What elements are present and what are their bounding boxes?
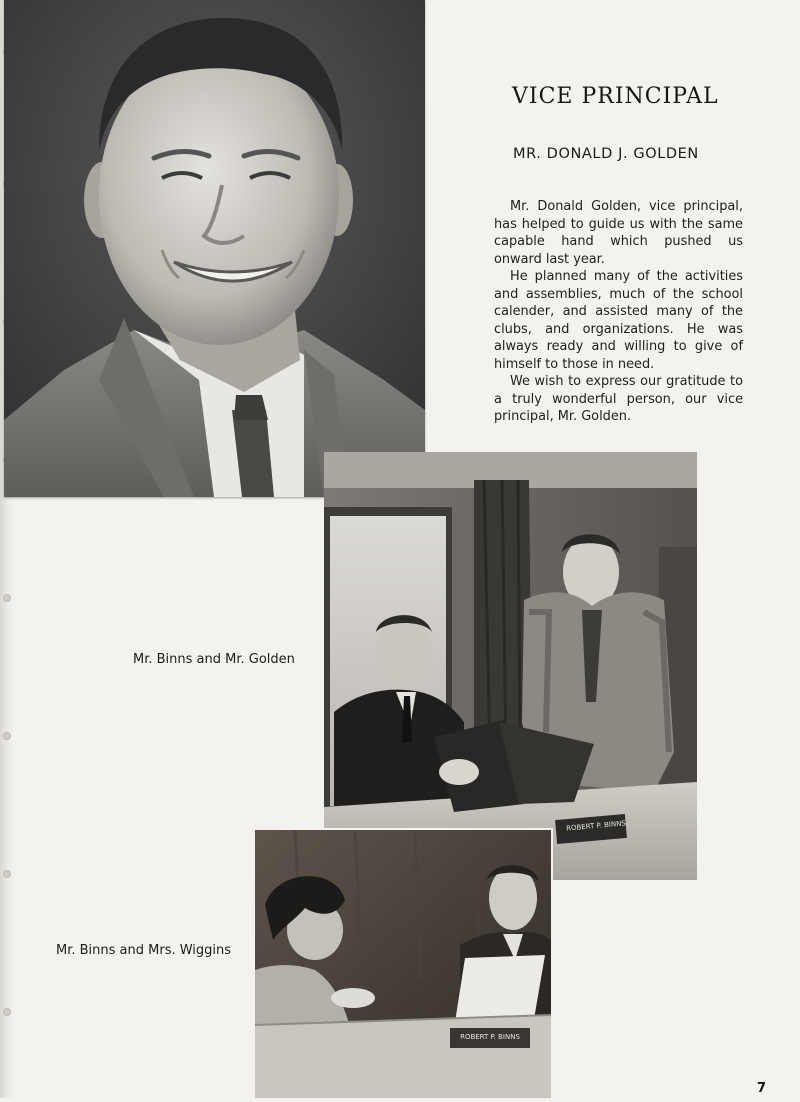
- meeting-photo: [255, 830, 551, 1098]
- body-text: [494, 198, 743, 426]
- paragraph: Mr. Donald Golden, vice principal, has helped to guide us with the same capable hand which pushed us onward last year.: [494, 199, 743, 267]
- binding-hole: [3, 1008, 11, 1016]
- desk-nameplate: ROBERT P. BINNS: [565, 819, 627, 833]
- office-illustration: [324, 452, 697, 880]
- paragraph: He planned many of the activities and assemblies, much of the school calender, and assisted many of the clubs, and organizations. He was always ready and willing to give of himself to those in need.: [494, 269, 743, 372]
- binding-hole: [3, 732, 11, 740]
- portrait-photo: [4, 0, 425, 497]
- caption-bottom-photo: Mr. Binns and Mrs. Wiggins: [56, 943, 232, 958]
- binding-hole: [3, 594, 11, 602]
- person-name: MR. DONALD J. GOLDEN: [513, 146, 699, 162]
- page-title: VICE PRINCIPAL: [512, 84, 719, 109]
- binding-hole: [3, 870, 11, 878]
- page-number: 7: [757, 1081, 767, 1096]
- desk-nameplate: ROBERT P. BINNS: [460, 1033, 520, 1041]
- paragraph: We wish to express our gratitude to a truly wonderful person, our vice principal, Mr. Golden.: [494, 374, 743, 424]
- portrait-illustration: [4, 0, 425, 497]
- office-photo: [324, 452, 697, 880]
- meeting-illustration: [255, 830, 551, 1098]
- caption-mid-photo: Mr. Binns and Mr. Golden: [133, 652, 295, 667]
